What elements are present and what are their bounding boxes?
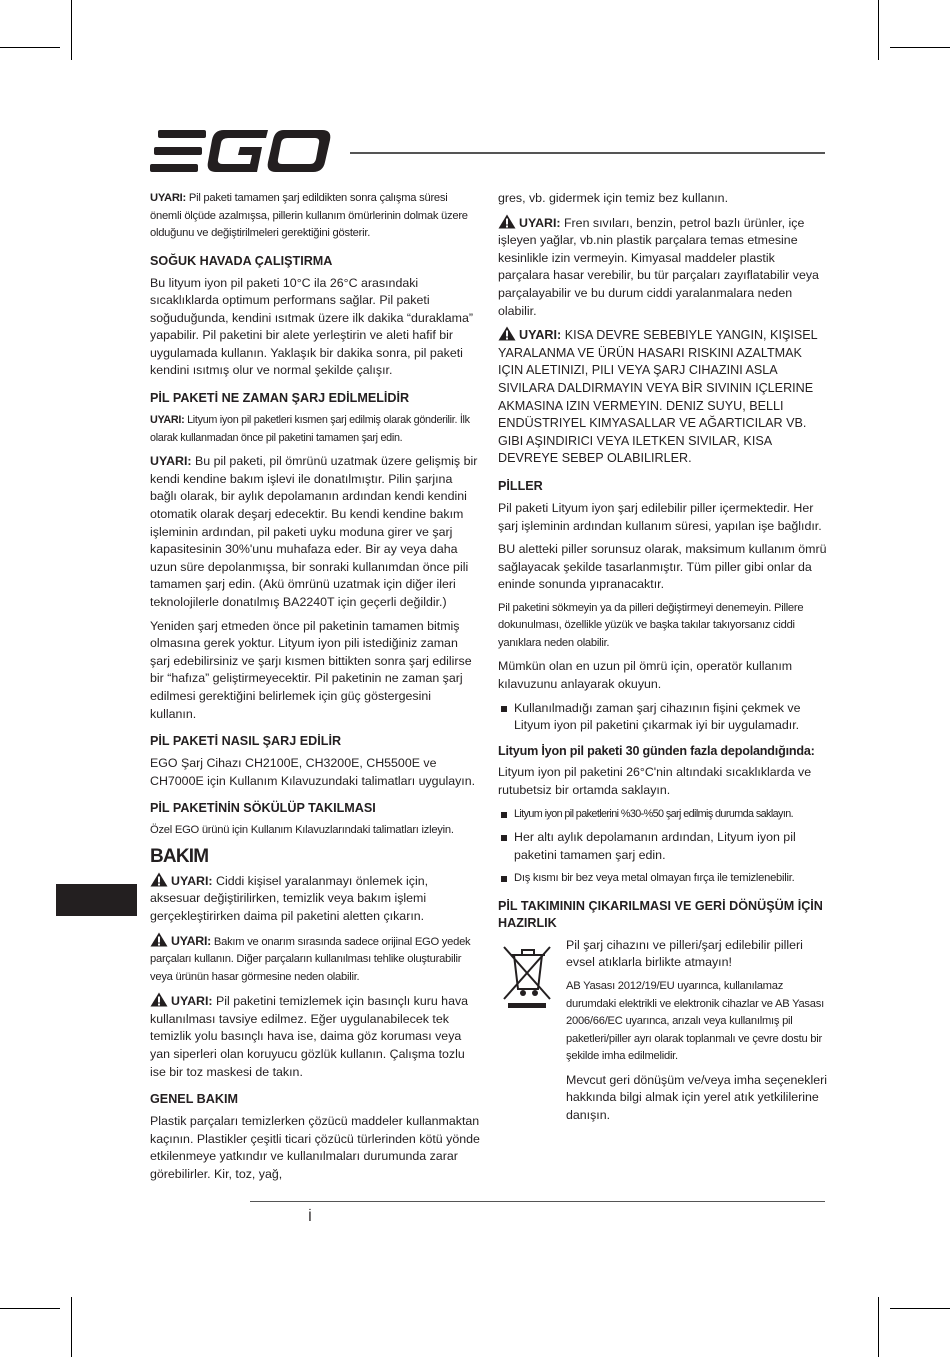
recycling-text (566, 937, 828, 1130)
recycling-block (498, 937, 828, 1130)
page-number: İ (308, 1208, 312, 1224)
crop-mark (0, 1308, 60, 1309)
warning-text: Fren sıvıları, benzin, petrol bazlı ürünler, içe işleyen yağlar, vb.nin plastik parçalara temas etmesine kesinlikle izin vermeyin. Kimyasal maddeler plastik parçalara hasar verebilir, bu tür parçaları zayıflatabilir veya parçalayabilir ve bu durum ciddi yaralanmalara neden olabilir. (498, 215, 819, 318)
section-heading: PİL PAKETİ NASIL ŞARJ EDİLİR (150, 734, 342, 749)
warning-paragraph (498, 214, 828, 321)
warning-text: Bakım ve onarım sırasında sadece orijinal EGO yedek parçaları kullanın. Diğer parçaların kullanılması tehlike oluşturabilir veya ürünün hasar görmesine neden olabilir. (150, 935, 471, 983)
warning-paragraph (150, 453, 480, 611)
section-heading: PİL TAKIMININ ÇIKARILMASI VE GERİ DÖNÜŞÜM İÇİN HAZIRLIK (498, 898, 823, 930)
crop-mark (878, 1297, 879, 1357)
paragraph: Mümkün olan en uzun pil ömrü için, operatör kullanım kılavuzunu anlayarak okuyun. (498, 659, 793, 691)
warning-text: KISA DEVRE SEBEBIYLE YANGIN, KIŞISEL YARALANMA VE ÜRÜN HASARI RISKINI AZALTMAK IÇIN ALETINIZI, PILI VEYA ŞARJ CIHAZINI ASLA SIVILARA DALDIRMAYIN VEYA BİR SIVININ IÇLERINE AKMASINA IZIN VERMEYIN. DENIZ SUYU, BELLI ENDÜSTRIYEL KIMYASALLAR VE AĞARTICILAR VB. GIBI AŞINDIRICI VEYA ILETKEN SIVILAR, KISA DEVREYE SEBEP OLABILIRLER. (498, 328, 818, 466)
warning-text: Ciddi kişisel yaralanmayı önlemek için, aksesuar değiştirilirken, temizlik veya bakım işlemi gerçekleştirirken daima pil paketini aletten çıkarın. (150, 873, 429, 924)
warning-label: UYARI: (519, 215, 561, 230)
paragraph: Bu lityum iyon pil paketi 10°C ila 26°C arasındaki sıcaklıklarda optimum performans sağlar. Pil paketi soğuduğunda, kendini ısıtmak üzere ilk dakika “duraklama” yapabilir. Pil paketini bir alete yerleştirin ve aleti hafif bir uygulamada kullanın. Yaklaşık bir dakika sonra, pil paketi kendini ısıtmış olur ve normal şekilde çalışır. (150, 275, 474, 378)
warning-label: UYARI: (150, 414, 185, 427)
warning-paragraph (150, 190, 480, 243)
warning-triangle-icon (150, 932, 168, 947)
warning-triangle-icon (150, 872, 168, 887)
paragraph: BU aletteki piller sorunsuz olarak, maksimum kullanım ömrü sağlayacak şekilde tasarlanmıştır. Tüm piller gibi onlar da eninde sonunda yıpranacaktır. (498, 542, 827, 592)
warning-triangle-icon (498, 214, 516, 229)
warning-label: UYARI: (519, 328, 562, 343)
warning-triangle-icon (150, 992, 168, 1007)
paragraph: Yeniden şarj etmeden önce pil paketinin tamamen bitmiş olmasına gerek yoktur. Lityum iyon pili istediğiniz zaman şarj edebilirsiniz ve şarjı kısmen bittikten sonra şarj edilirse bir “hafıza” geliştirmeyecektir. Pil paketinin ne zaman şarj edilmesi gerektiğini belirlemek için güç göstergesini kullanın. (150, 618, 472, 721)
list-item: Her altı aylık depolamanın ardından, Lityum iyon pil paketini tamamen şarj edin. (498, 829, 828, 864)
section-heading: GENEL BAKIM (150, 1092, 238, 1107)
language-tab-marker (56, 884, 137, 916)
footer-rule (250, 1201, 825, 1202)
warning-label: UYARI: (171, 873, 213, 888)
paragraph: Mevcut geri dönüşüm ve/veya imha seçenekleri hakkında bilgi almak için yerel atık yetkililerine danışın. (566, 1072, 828, 1122)
crop-mark (890, 47, 950, 48)
crop-mark (890, 1308, 950, 1309)
warning-triangle-icon (498, 326, 516, 341)
warning-label: UYARI: (150, 454, 192, 469)
sub-heading: Lityum İyon pil paketi 30 günden fazla depolandığında: (498, 743, 815, 758)
header-rule (350, 152, 825, 154)
section-heading: PİL PAKETİNİN SÖKÜLÜP TAKILMASI (150, 801, 376, 816)
crop-mark (71, 1297, 72, 1357)
crop-mark (0, 47, 60, 48)
section-heading: SOĞUK HAVADA ÇALIŞTIRMA (150, 253, 333, 268)
bullet-list (498, 806, 828, 888)
list-item: Lityum iyon pil paketlerini %30-%50 şarj edilmiş durumda saklayın. (498, 806, 828, 824)
paragraph: EGO Şarj Cihazı CH2100E, CH3200E, CH5500E ve CH7000E için Kullanım Kılavuzundaki talimatları uygulayın. (150, 756, 476, 788)
warning-text: Lityum iyon pil paketleri kısmen şarj edilmiş olarak gönderilir. İlk olarak kullanmadan önce pil paketini tamamen şarj edin. (150, 414, 470, 444)
warning-paragraph (150, 872, 480, 926)
left-column (150, 190, 480, 1189)
paragraph: AB Yasası 2012/19/EU uyarınca, kullanılamaz durumdaki elektrikli ve elektronik cihazlar ve AB Yasası 2006/66/EC uyarınca, arızalı veya kullanılmış pil paketleri/piller ayrı olarak toplanmalı ve çevre dostu bir şekilde imha edilmelidir. (566, 980, 824, 1062)
bullet-list (498, 700, 828, 735)
warning-label: UYARI: (171, 994, 213, 1009)
warning-paragraph (498, 326, 828, 468)
warning-text: Bu pil paketi, pil ömrünü uzatmak üzere gelişmiş bir kendi kendine bakım işlevi ile donatılmıştır. Pilin şarjına bağlı olarak, bir aylık depolamanın ardından kendi kendini otomatik olarak deşarj edecektir. Bu kendi kendine bakım işleminin ardından, pil paketi uyku moduna girer ve şarj kapasitesinin 30%'unu muhafaza eder. Bir ay veya daha uzun süre depolanmışsa, bir sonraki kullanımdan önce pili tamamen şarj edin. (Akü ömrünü uzatmak için diğer ileri teknolojilerle donatılmış BA2240T için geçerli değildir.) (150, 454, 478, 609)
crossed-bin-icon (498, 941, 556, 1009)
warning-label: UYARI: (171, 933, 212, 948)
crop-mark (878, 0, 879, 60)
warning-paragraph (150, 932, 480, 987)
section-heading: PİLLER (498, 478, 543, 493)
paragraph: Pil paketini sökmeyin ya da pilleri değiştirmeyi denemeyin. Pillere dokunulması, özellikle yüzük ve başka takılar takıyorsanız ciddi yanıklara neden olabilir. (498, 601, 804, 649)
crop-mark (71, 0, 72, 60)
section-heading: PİL PAKETİ NE ZAMAN ŞARJ EDİLMELİDİR (150, 391, 410, 406)
warning-label: UYARI: (150, 192, 187, 204)
warning-paragraph (150, 992, 480, 1081)
ego-logo (150, 130, 332, 172)
warning-paragraph (150, 412, 480, 447)
paragraph: Lityum iyon pil paketini 26°C'nin altındaki sıcaklıklarda ve rutubetsiz bir ortamda saklayın. (498, 765, 812, 797)
warning-text: Pil paketini temizlemek için basınçlı kuru hava kullanılması tavsiye edilmez. Eğer uygulanabilecek tek temizlik yolu basınçlı hava ise, daima göz koruması veya yan siperleri olan koruyucu gözlük kullanın. Çalışma tozlu ise bir toz maskesi de takın. (150, 994, 469, 1079)
paragraph: Pil paketi Lityum iyon şarj edilebilir piller içermektedir. Her şarj işleminin ardından kullanım süresi, yapılan işe bağlıdır. (498, 500, 822, 533)
list-item: Dış kısmı bir bez veya metal olmayan fırça ile temizlenebilir. (498, 870, 828, 888)
paragraph: Pil şarj cihazını ve pilleri/şarj edilebilir pilleri evsel atıklarla birlikte atmayın! (566, 937, 803, 970)
right-column (498, 190, 828, 1130)
paragraph: Özel EGO ürünü için Kullanım Kılavuzlarındaki talimatları izleyin. (150, 824, 454, 837)
warning-text: Pil paketi tamamen şarj edildikten sonra çalışma süresi önemli ölçüde azalmışsa, pillerin kullanım ömürlerinin dolmak üzere olduğunu ve değiştirilmeleri gerektiğini gösterir. (150, 192, 468, 239)
paragraph: Plastik parçaları temizlerken çözücü maddeler kullanmaktan kaçının. Plastikler çeşitli ticari çözücü türlerinden kötü yönde etkilenmeye yatkındır ve kullanılmaları durumunda zarar görebilirler. Kir, toz, yağ, (150, 1114, 480, 1181)
paragraph: gres, vb. gidermek için temiz bez kullanın. (498, 191, 729, 205)
chapter-heading: BAKIM (150, 845, 209, 867)
list-item: Kullanılmadığı zaman şarj cihazının fişini çekmek ve Lityum iyon pil paketini çıkarmak iyi bir uygulamadır. (498, 700, 828, 735)
